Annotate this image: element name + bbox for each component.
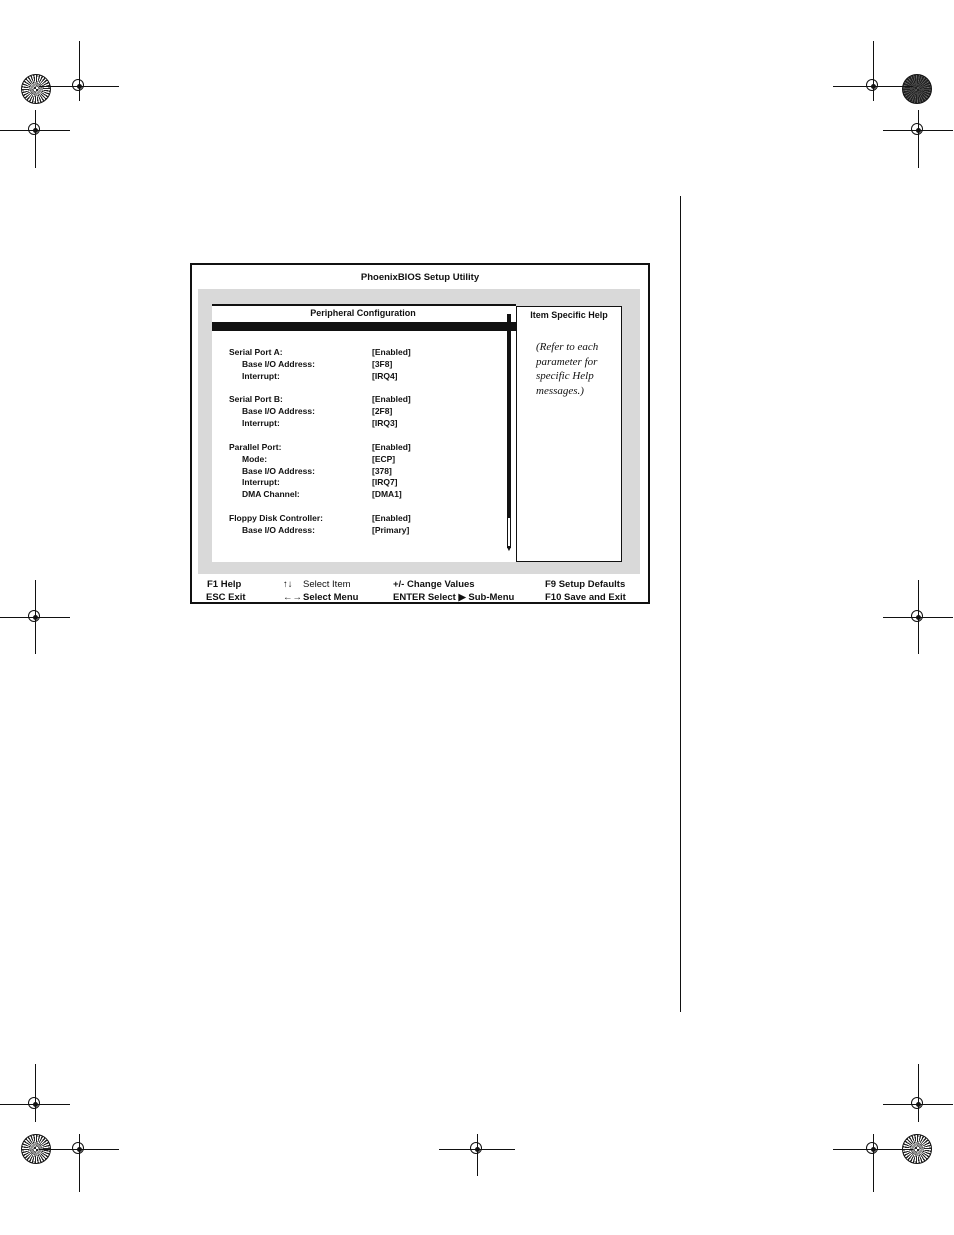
footer-esc-exit: ESC Exit	[206, 592, 246, 603]
setting-value-serial-port-a[interactable]: [Enabled]	[372, 347, 411, 357]
help-text	[536, 340, 620, 398]
main-panel	[212, 304, 516, 562]
footer-select-item: Select Item	[303, 579, 351, 590]
setting-value-serial-b-interrupt[interactable]: [IRQ3]	[372, 418, 398, 428]
window-title: PhoenixBIOS Setup Utility	[360, 272, 480, 283]
margin-rule	[680, 196, 681, 1012]
setting-label-serial-port-b[interactable]: Serial Port B:	[229, 394, 283, 404]
setting-value-dma-channel[interactable]: [DMA1]	[372, 489, 402, 499]
help-line: messages.)	[536, 384, 584, 397]
left-right-arrows-icon: ←→	[283, 592, 302, 603]
setting-label-parallel-address[interactable]: Base I/O Address:	[242, 466, 315, 476]
footer-f9-setup-defaults: F9 Setup Defaults	[545, 579, 626, 590]
help-line: (Refer to each	[536, 341, 599, 353]
footer-select-menu: Select Menu	[303, 592, 359, 603]
setting-value-floppy-controller[interactable]: [Enabled]	[372, 513, 411, 523]
up-down-arrows-icon: ↑↓	[283, 579, 293, 590]
setting-value-serial-a-interrupt[interactable]: [IRQ4]	[372, 371, 398, 381]
footer-enter-select: ENTER Select ▶ Sub-Menu	[393, 592, 515, 603]
setting-value-serial-b-address[interactable]: [2F8]	[372, 406, 393, 416]
setting-value-parallel-mode[interactable]: [ECP]	[372, 454, 396, 464]
footer-f10-save-exit: F10 Save and Exit	[545, 592, 626, 603]
footer-change-values: +/- Change Values	[393, 579, 475, 590]
main-panel-title: Peripheral Configuration	[310, 308, 416, 318]
registration-sunburst-top-left	[21, 74, 51, 104]
setting-value-parallel-address[interactable]: [378]	[372, 466, 392, 476]
setting-label-parallel-interrupt[interactable]: Interrupt:	[242, 477, 280, 487]
footer-f1-help: F1 Help	[207, 579, 242, 590]
help-panel-title: Item Specific Help	[530, 310, 608, 320]
setting-value-serial-a-address[interactable]: [3F8]	[372, 359, 393, 369]
setting-label-floppy-controller[interactable]: Floppy Disk Controller:	[229, 513, 323, 523]
setting-value-floppy-address[interactable]: [Primary]	[372, 525, 410, 535]
help-line: parameter for	[536, 355, 598, 368]
setting-value-parallel-interrupt[interactable]: [IRQ7]	[372, 477, 398, 487]
scroll-down-arrow-icon[interactable]: ▼	[506, 547, 512, 553]
scrollbar[interactable]	[507, 314, 511, 548]
help-line: specific Help	[536, 370, 594, 382]
setting-label-parallel-port[interactable]: Parallel Port:	[229, 442, 282, 452]
setting-label-parallel-mode[interactable]: Mode:	[242, 454, 268, 464]
setting-value-parallel-port[interactable]: [Enabled]	[372, 442, 411, 452]
registration-sunburst-top-right	[902, 74, 932, 104]
setting-label-serial-a-interrupt[interactable]: Interrupt:	[242, 371, 280, 381]
setting-label-serial-port-a[interactable]: Serial Port A:	[229, 347, 283, 357]
setting-label-dma-channel[interactable]: DMA Channel:	[242, 489, 300, 499]
setting-label-serial-b-interrupt[interactable]: Interrupt:	[242, 418, 280, 428]
setting-label-floppy-address[interactable]: Base I/O Address:	[242, 525, 315, 535]
scrollbar-thumb[interactable]	[508, 518, 510, 546]
setting-label-serial-a-address[interactable]: Base I/O Address:	[242, 359, 315, 369]
setting-value-serial-port-b[interactable]: [Enabled]	[372, 394, 411, 404]
setting-label-serial-b-address[interactable]: Base I/O Address:	[242, 406, 315, 416]
